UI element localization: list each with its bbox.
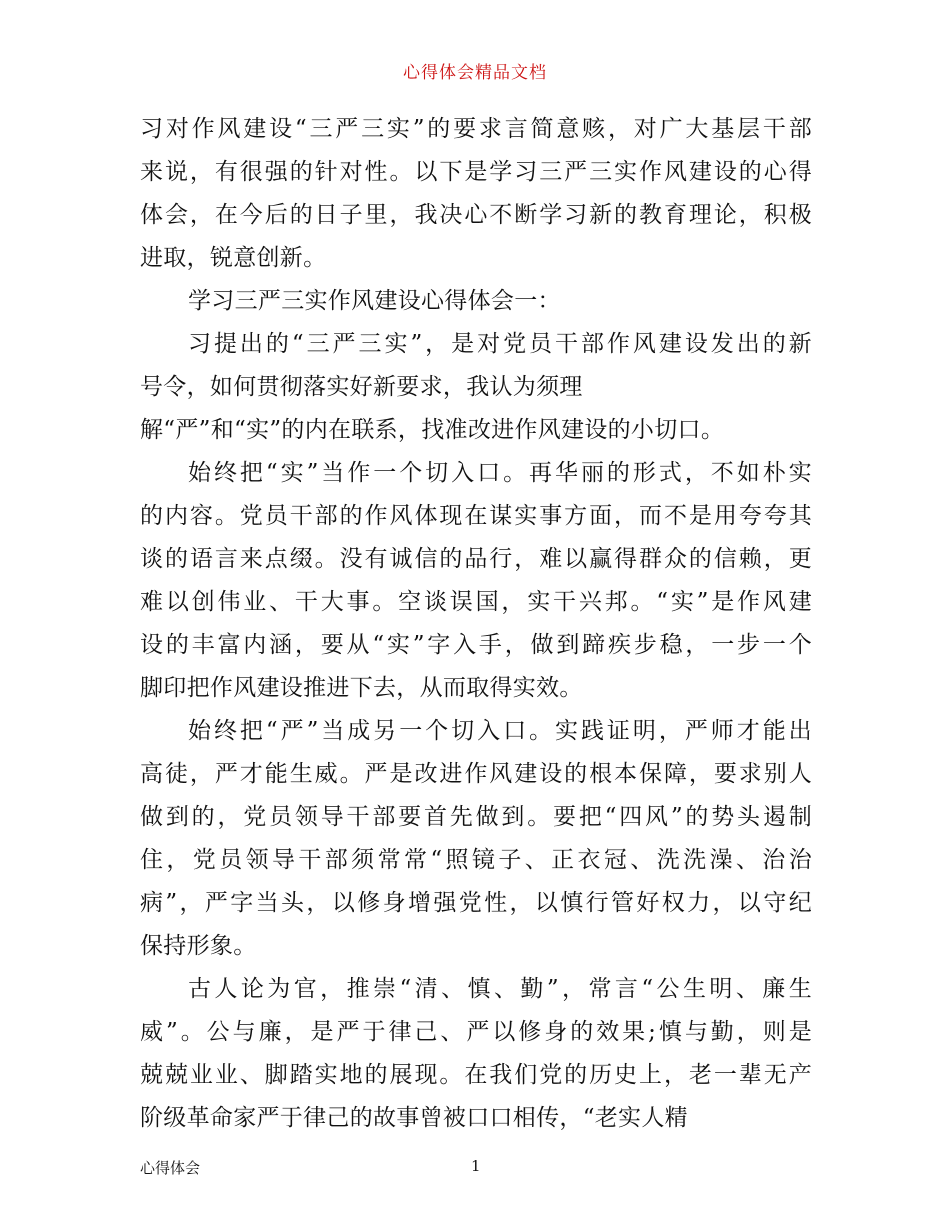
text-line: 阶级革命家严于律己的故事曾被口口相传，“老实人精 bbox=[140, 1105, 688, 1131]
text-line: 来说，有很强的针对性。以下是学习三严三实作风建设的心得 bbox=[140, 159, 812, 185]
text-line: 脚印把作风建设推进下去，从而取得实效。 bbox=[140, 675, 583, 701]
text-line: 兢兢业业、脚踏实地的展现。在我们党的历史上，老一辈无产 bbox=[140, 1062, 812, 1088]
text-line: 古人论为官，推崇“清、慎、勤”，常言“公生明、廉生 bbox=[188, 976, 812, 1002]
text-line: 号令，如何贯彻落实好新要求，我认为须理 bbox=[140, 374, 583, 400]
text-line: 体会，在今后的日子里，我决心不断学习新的教育理论，积极 bbox=[140, 202, 812, 228]
text-line: 住，党员领导干部须常常“照镜子、正衣冠、洗洗澡、治治 bbox=[140, 847, 812, 873]
document-body bbox=[140, 108, 812, 1140]
text-line: 习提出的“三严三实”，是对党员干部作风建设发出的新 bbox=[188, 331, 812, 357]
text-line: 做到的，党员领导干部要首先做到。要把“四风”的势头遏制 bbox=[140, 804, 812, 830]
text-line: 病”，严字当头，以修身增强党性，以慎行管好权力，以守纪 bbox=[140, 890, 812, 916]
text-line: 威”。公与廉，是严于律己、严以修身的效果;慎与勤，则是 bbox=[140, 1019, 812, 1045]
text-line: 始终把“实”当作一个切入口。再华丽的形式，不如朴实 bbox=[188, 460, 812, 486]
text-line: 谈的语言来点缀。没有诚信的品行，难以赢得群众的信赖，更 bbox=[140, 546, 812, 572]
text-line: 始终把“严”当成另一个切入口。实践证明，严师才能出 bbox=[188, 718, 812, 744]
page-number: 1 bbox=[471, 1157, 481, 1175]
section-heading: 学习三严三实作风建设心得体会一： bbox=[188, 288, 561, 314]
text-line: 高徒，严才能生威。严是改进作风建设的根本保障，要求别人 bbox=[140, 761, 812, 787]
text-line: 的内容。党员干部的作风体现在谋实事方面，而不是用夸夸其 bbox=[140, 503, 812, 529]
text-line: 进取，锐意创新。 bbox=[140, 245, 327, 271]
text-line: 习对作风建设“三严三实”的要求言简意赅，对广大基层干部 bbox=[140, 116, 812, 142]
text-line: 解“严”和“实”的内在联系，找准改进作风建设的小切口。 bbox=[140, 417, 725, 443]
text-line: 难以创伟业、干大事。空谈误国，实干兴邦。“实”是作风建 bbox=[140, 589, 812, 615]
text-line: 保持形象。 bbox=[140, 933, 257, 959]
page-header-title: 心得体会精品文档 bbox=[403, 63, 547, 83]
text-line: 设的丰富内涵，要从“实”字入手，做到蹄疾步稳，一步一个 bbox=[140, 632, 812, 658]
footer-label: 心得体会 bbox=[140, 1159, 201, 1177]
